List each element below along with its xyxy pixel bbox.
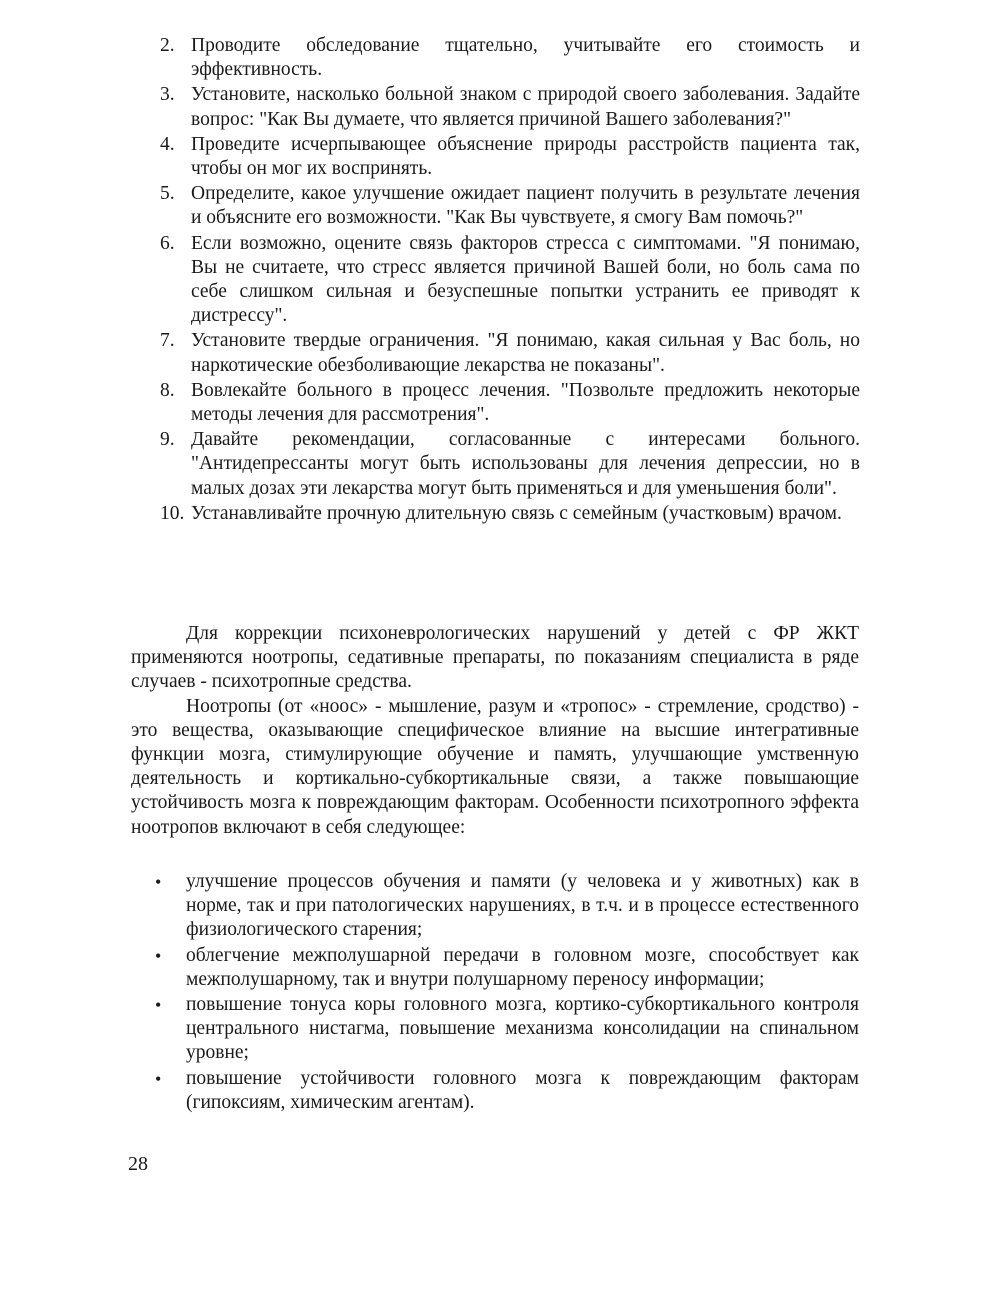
bullet-item [155,944,859,992]
page-number: 28 [128,1153,148,1175]
list-item [160,502,860,526]
bullet-text: облегчение межполушарной передачи в головном мозге, способствует как межполушарному, так и внутри полушарному переносу информации; [186,944,859,990]
list-item [160,34,860,82]
list-item [160,133,860,181]
bullet-text: повышение тонуса коры головного мозга, кортико-субкортикального контроля центрального нистагма, повышение механизма консолидации на спинальном уровне; [186,994,859,1064]
bullet-icon: • [155,872,162,892]
body-text [131,622,859,840]
bullet-text: повышение устойчивости головного мозга к повреждающим факторам (гипоксиям, химическим агентам). [186,1067,859,1113]
item-number: 8. [160,379,175,401]
item-text: Установите твердые ограничения. "Я понимаю, какая сильная у Вас боль, но наркотические обезболивающие лекарства не показаны". [191,330,860,376]
bullet-icon: • [155,995,162,1016]
paragraph: Ноотропы (от «ноос» - мышление, разум и «тропос» - стремление, сродство) - это вещества, оказывающие специфическое влияние на высшие интегративные функции мозга, стимулирующие обучение и память, улучшающие умственную деятельность и кортикально-субкортикальные связи, а также повышающие устойчивость мозга к повреждающим факторам. Особенности психотропного эффекта ноотропов включают в себя следующее: [131,695,859,838]
bullet-icon: • [155,1068,162,1089]
item-number: 5. [160,183,175,205]
item-text: Если возможно, оцените связь факторов стресса с симптомами. "Я понимаю, Вы не считаете, что стресс является причиной Вашей боли, но боль сама по себе слишком сильная и безуспешные попытки устранить ее приводят к дистрессу". [191,232,860,327]
paragraph: Для коррекции психоневрологических нарушений у детей с ФР ЖКТ применяются ноотропы, седативные препараты, по показаниям специалиста в ряде случаев - психотропные средства. [131,623,859,693]
item-text: Определите, какое улучшение ожидает пациент получить в результате лечения и объясните его возможности. "Как Вы чувствуете, я смогу Вам помочь?" [191,183,860,229]
item-number: 2. [160,35,175,56]
bullet-item [155,870,859,943]
list-item [160,379,860,427]
item-text: Устанавливайте прочную длительную связь с семейным (участковым) врачом. [191,502,842,524]
list-item [160,329,860,377]
bullet-item [155,993,859,1066]
list-item [160,428,860,501]
item-number: 3. [160,84,175,106]
item-text: Вовлекайте больного в процесс лечения. "Позвольте предложить некоторые методы лечения для рассмотрения". [191,379,860,426]
bullet-list [155,870,859,1116]
numbered-list [160,34,860,527]
item-number: 10. [160,502,185,524]
item-number: 4. [160,133,175,155]
bullet-icon: • [155,945,162,966]
list-item [160,83,860,131]
bullet-item [155,1067,859,1115]
item-text: Давайте рекомендации, согласованные с интересами больного. "Антидепрессанты могут быть использованы для лечения депрессии, но в малых дозах эти лекарства могут быть применяться и для уменьшения боли". [191,429,860,499]
bullet-text: улучшение процессов обучения и памяти (у человека и у животных) как в норме, так и при патологических нарушениях, в т.ч. и в процессе естественного физиологического старения; [186,871,859,941]
item-number: 6. [160,232,175,254]
item-text: Проведите исчерпывающее объяснение природы расстройств пациента так, чтобы он мог их воспринять. [191,133,860,180]
list-item [160,182,860,230]
item-number: 7. [160,330,175,352]
list-item [160,232,860,329]
item-text: Проводите обследование тщательно, учитывайте его стоимость и эффективность. [191,35,860,81]
item-text: Установите, насколько больной знаком с природой своего заболевания. Задайте вопрос: "Как Вы думаете, что является причиной Вашего заболевания?" [191,84,860,130]
item-number: 9. [160,429,175,451]
